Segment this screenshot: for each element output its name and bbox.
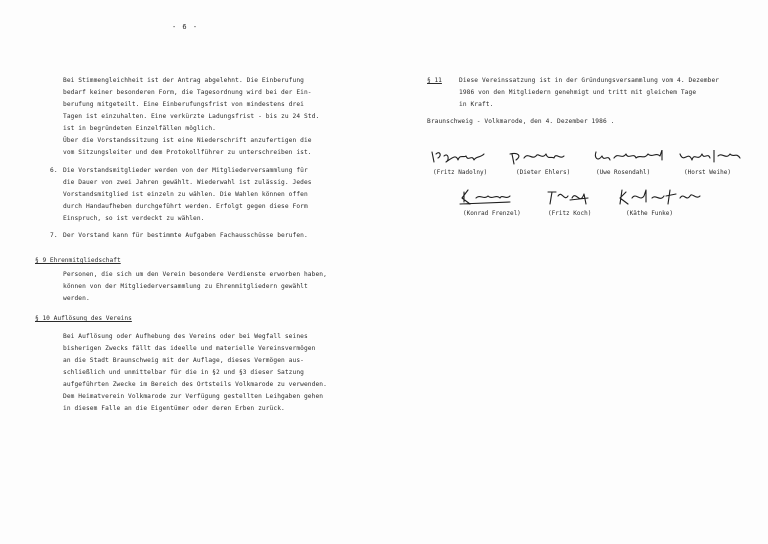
text-line: Vorstandsmitglied ist einzeln zu wählen. Die Wahlen können offen <box>63 191 308 198</box>
text-line: die Dauer von zwei Jahren gewählt. Wiederwahl ist zulässig. Jedes <box>63 179 312 186</box>
text-line: aufgeführten Zwecke im Bereich des Ortsteils Volkmarode zu verwenden. <box>63 381 327 388</box>
text-line: ist in begründeten Einzelfällen möglich. <box>63 125 217 132</box>
signer-name: (Konrad Frenzel) <box>463 210 521 217</box>
text-line: werden. <box>63 295 90 302</box>
text-line: können von der Mitgliederversammlung zu Ehrenmitgliedern gewählt <box>63 283 308 290</box>
text-line: 1986 von den Mitgliedern genehmigt und tritt mit gleichem Tage <box>459 89 697 96</box>
place-date: Braunschweig - Volkmarode, den 4. Dezember 1986 . <box>427 118 615 125</box>
text-line: bedarf keiner besonderen Form, die Tagesordnung wird bei der Ein- <box>63 89 312 96</box>
item-number: 6. <box>50 167 58 174</box>
text-line: Über die Vorstandssitzung ist eine Niederschrift anzufertigen die <box>63 137 312 144</box>
text-line: durch Handaufheben durchgeführt werden. Erfolgt gegen diese Form <box>63 203 308 210</box>
text-line: berufung mitgeteilt. Eine Einberufungsfrist von mindestens drei <box>63 101 304 108</box>
section-heading-11: § 11 <box>427 77 442 84</box>
text-line: Einspruch, so ist verdeckt zu wählen. <box>63 215 205 222</box>
text-line: Der Vorstand kann für bestimmte Aufgaben Fachausschüsse berufen. <box>63 232 308 239</box>
section-heading-9: § 9 Ehrenmitgliedschaft <box>35 257 121 264</box>
text-line: in diesem Falle an die Eigentümer oder deren Erben zurück. <box>63 405 285 412</box>
page-number: - 6 - <box>172 23 199 31</box>
signer-name: (Dieter Ehlers) <box>516 169 571 176</box>
signature-block <box>430 150 760 230</box>
text-line: Tagen ist einzuhalten. Eine verkürzte Ladungsfrist - bis zu 24 Std. <box>63 113 320 120</box>
signer-name: (Käthe Funke) <box>626 210 673 217</box>
text-line: in Kraft. <box>459 101 494 108</box>
signer-name: (Uwe Rosendahl) <box>596 169 651 176</box>
text-line: Bei Auflösung oder Aufhebung des Vereins oder bei Wegfall seines <box>63 333 308 340</box>
text-line: Diese Vereinssatzung ist in der Gründungsversammlung vom 4. Dezember <box>459 77 720 84</box>
item-number: 7. <box>50 232 58 239</box>
text-line: vom Sitzungsleiter und dem Protokollführer zu unterschreiben ist. <box>63 149 312 156</box>
signer-name: (Horst Weihe) <box>684 169 731 176</box>
text-line: Dem Heimatverein Volkmarode zur Verfügung gestellten Leihgaben gehen <box>63 393 324 400</box>
handwritten-signatures <box>430 150 760 230</box>
text-line: bisherigen Zwecks fällt das ideelle und materielle Vereinsvermögen <box>63 345 316 352</box>
text-line: Bei Stimmengleichheit ist der Antrag abgelehnt. Die Einberufung <box>63 77 304 84</box>
text-line: schließlich und unmittelbar für die in §2 und §3 dieser Satzung <box>63 369 304 376</box>
section-heading-10: § 10 Auflösung des Vereins <box>35 315 132 322</box>
signer-name: (Fritz Koch) <box>548 210 592 217</box>
text-line: Die Vorstandsmitglieder werden von der Mitgliederversammlung für <box>63 167 308 174</box>
text-line: Personen, die sich um den Verein besondere Verdienste erworben haben, <box>63 271 327 278</box>
text-line: an die Stadt Braunschweig mit der Auflage, dieses Vermögen aus- <box>63 357 304 364</box>
signer-name: (Fritz Nadolny) <box>433 169 488 176</box>
